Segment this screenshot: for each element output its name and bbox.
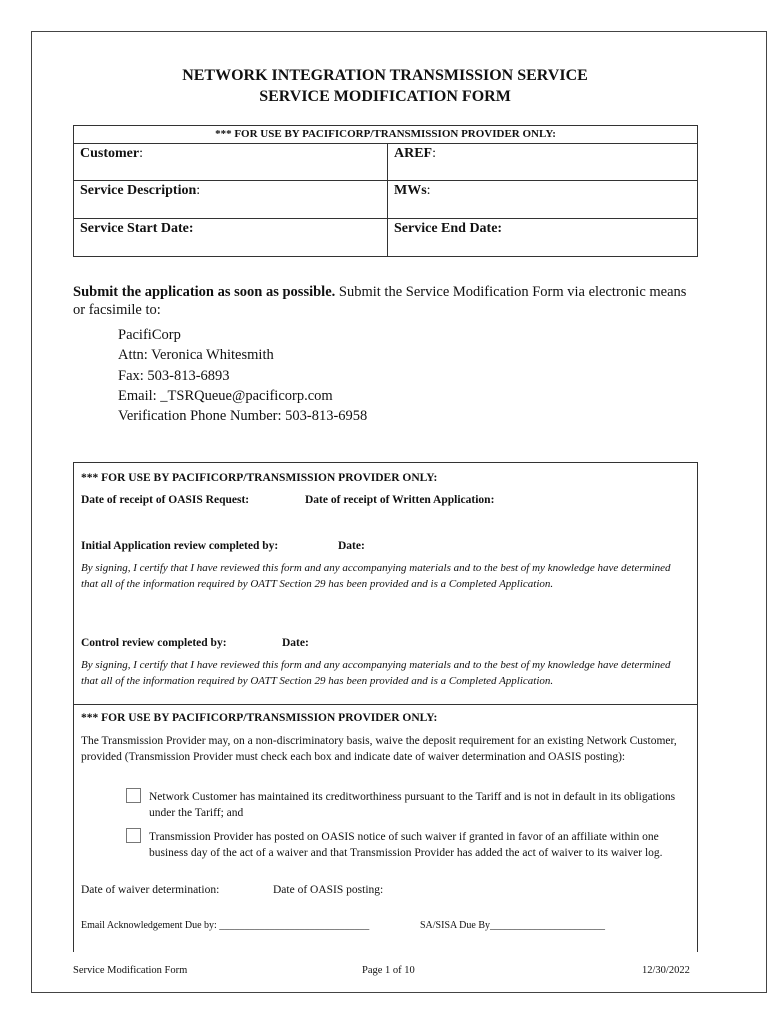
submit-instructions xyxy=(73,283,698,319)
waiver-box-header: *** FOR USE BY PACIFICORP/TRANSMISSION PROVIDER ONLY: xyxy=(81,712,438,724)
table-row xyxy=(74,181,697,219)
service-end-date-field[interactable] xyxy=(388,219,697,256)
oasis-notice-checkbox[interactable] xyxy=(126,828,141,843)
aref-label: AREF xyxy=(394,146,433,161)
waiver-date-field[interactable]: Date of waiver determination: xyxy=(81,884,220,896)
creditworthiness-checkbox[interactable] xyxy=(126,788,141,803)
info-table-header: *** FOR USE BY PACIFICORP/TRANSMISSION PROVIDER ONLY: xyxy=(74,126,697,144)
info-table xyxy=(73,125,698,257)
company-name: PacifiCorp xyxy=(118,327,181,343)
form-title-line2: SERVICE MODIFICATION FORM xyxy=(259,88,511,105)
mws-label: MWs xyxy=(394,183,427,198)
fax-line: Fax: 503-813-6893 xyxy=(118,367,230,384)
table-row xyxy=(74,219,697,256)
written-receipt-field[interactable]: Date of receipt of Written Application: xyxy=(305,494,495,506)
oasis-posting-date-field[interactable]: Date of OASIS posting: xyxy=(273,884,384,896)
creditworthiness-text: Network Customer has maintained its creditworthiness pursuant to the Tariff and is not in default in its obligations under the Tariff; and xyxy=(149,791,676,819)
waiver-intro: The Transmission Provider may, on a non-discriminatory basis, waive the deposit requirement for an existing Network Customer, provided (Transmission Provider must check each box and indicate date of waiver determination and OASIS posting): xyxy=(81,735,677,763)
waiver-box xyxy=(73,704,698,952)
submit-lead: Submit the application as soon as possible. xyxy=(73,284,336,300)
mws-field[interactable]: MWs: xyxy=(394,183,431,198)
footer-date: 12/30/2022 xyxy=(642,965,690,976)
service-end-label: Service End Date: xyxy=(394,221,503,236)
email-ack-field[interactable]: Email Acknowledgement Due by: ______________________________ xyxy=(81,920,370,931)
service-start-date-field[interactable] xyxy=(74,219,388,256)
control-review-field[interactable]: Control review completed by: xyxy=(81,637,227,649)
sa-sisa-field[interactable]: SA/SISA Due By_______________________ xyxy=(420,920,606,931)
contact-address xyxy=(118,325,367,426)
certification-text: By signing, I certify that I have reviewed this form and any accompanying materials and to the best of my knowledge have determined that all of the information required by OATT Section 29 has been provided and is a Completed Application. xyxy=(81,659,671,687)
aref-field[interactable]: AREF: xyxy=(394,146,437,161)
certification-text: By signing, I certify that I have reviewed this form and any accompanying materials and to the best of my knowledge have determined that all of the information required by OATT Section 29 has been provided and is a Completed Application. xyxy=(81,562,671,590)
service-description-label: Service Description xyxy=(80,183,197,198)
oasis-notice-text: Transmission Provider has posted on OASIS notice of such waiver if granted in favor of an affiliate within one business day of the act of a waiver and that Transmission Provider has added the act of waiver to its waiver log. xyxy=(149,831,663,859)
customer-label: Customer xyxy=(80,146,140,161)
initial-review-field[interactable]: Initial Application review completed by: xyxy=(81,540,279,552)
table-row xyxy=(74,144,697,181)
oasis-receipt-field[interactable]: Date of receipt of OASIS Request: xyxy=(81,494,250,506)
review-box xyxy=(73,462,698,704)
footer-form-name: Service Modification Form xyxy=(73,965,188,976)
submit-body: Submit the Service Modification Form via electronic means or facsimile to: xyxy=(73,284,687,318)
control-review-date-field[interactable]: Date: xyxy=(282,637,309,649)
service-start-label: Service Start Date: xyxy=(80,221,194,236)
phone-line: Verification Phone Number: 503-813-6958 xyxy=(118,408,368,425)
attn-line: Attn: Veronica Whitesmith xyxy=(118,347,274,364)
service-description-field[interactable]: Service Description: xyxy=(74,181,388,218)
form-title-line1: NETWORK INTEGRATION TRANSMISSION SERVICE xyxy=(182,67,588,84)
initial-review-date-field[interactable]: Date: xyxy=(338,540,365,552)
email-line: Email: _TSRQueue@pacificorp.com xyxy=(118,387,333,404)
review-box-header: *** FOR USE BY PACIFICORP/TRANSMISSION PROVIDER ONLY: xyxy=(81,472,438,484)
customer-field[interactable]: Customer: xyxy=(74,144,388,180)
footer-page-number: Page 1 of 10 xyxy=(362,965,415,976)
